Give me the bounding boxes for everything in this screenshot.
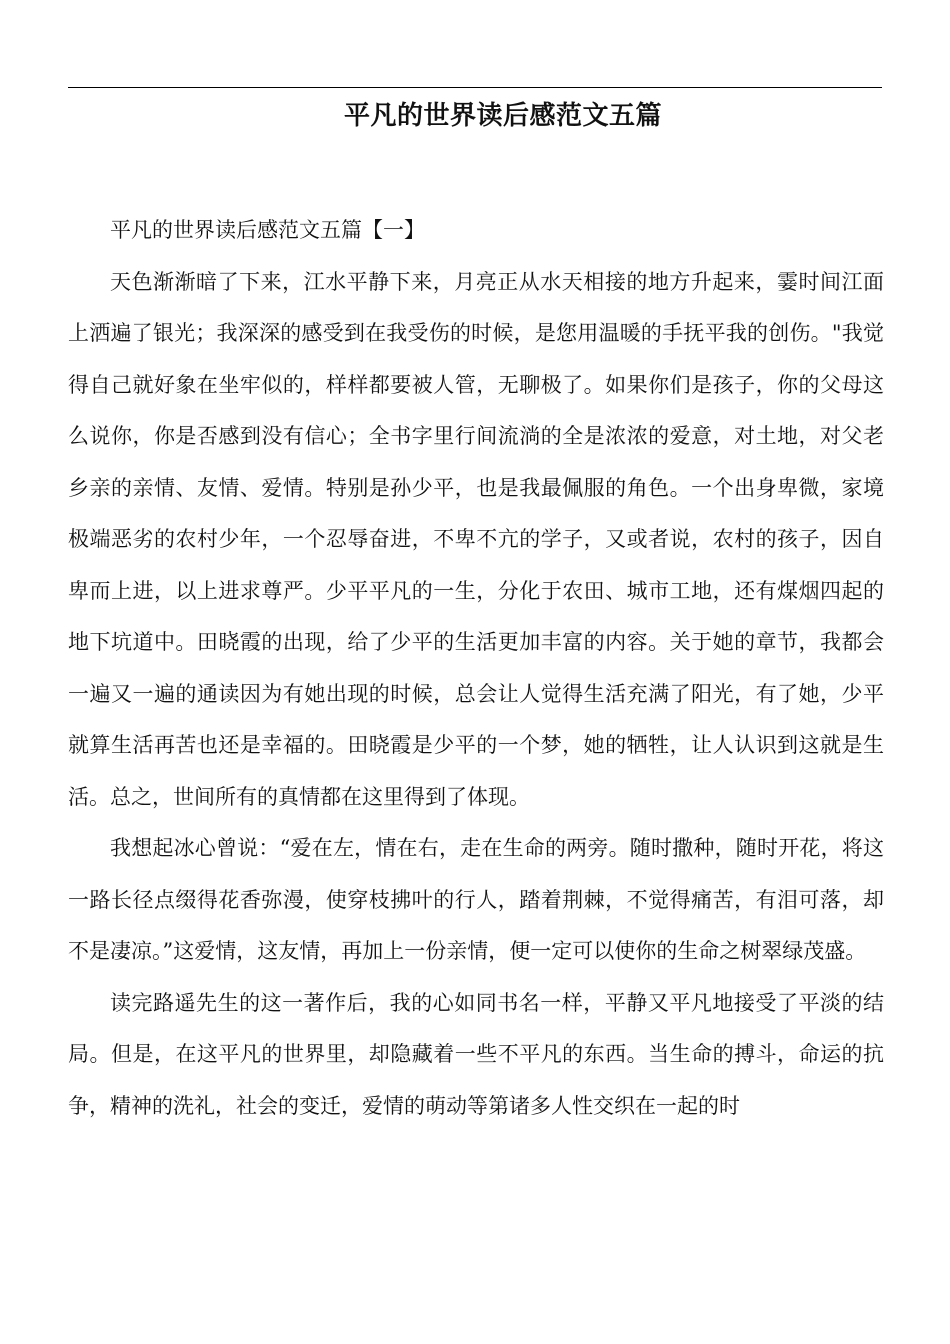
header-rule (68, 87, 882, 88)
paragraph-1: 天色渐渐暗了下来，江水平静下来，月亮正从水天相接的地方升起来，霎时间江面上洒遍了银光；我深深的感受到在我受伤的时候，是您用温暖的手抚平我的创伤。"我觉得自己就好象在坐牢似的，样样都要被人管，无聊极了。如果你们是孩子，你的父母这么说你，你是否感到没有信心；全书字里行间流淌的全是浓浓的爱意，对土地，对父老乡亲的亲情、友情、爱情。特别是孙少平，也是我最佩服的角色。一个出身卑微，家境极端恶劣的农村少年，一个忍辱奋进，不卑不亢的学子，又或者说，农村的孩子，因自卑而上进，以上进求尊严。少平平凡的一生，分化于农田、城市工地，还有煤烟四起的地下坑道中。田晓霞的出现，给了少平的生活更加丰富的内容。关于她的章节，我都会一遍又一遍的通读因为有她出现的时候，总会让人觉得生活充满了阳光，有了她，少平就算生活再苦也还是幸福的。田晓霞是少平的一个梦，她的牺牲，让人认识到这就是生活。总之，世间所有的真情都在这里得到了体现。 (68, 269, 884, 809)
section-heading: 平凡的世界读后感范文五篇【一】 (110, 218, 425, 242)
paragraph-3: 读完路遥先生的这一著作后，我的心如同书名一样，平静又平凡地接受了平淡的结局。但是，在这平凡的世界里，却隐藏着一些不平凡的东西。当生命的搏斗，命运的抗争，精神的洗礼，社会的变迁，爱情的萌动等第诸多人性交织在一起的时 (68, 990, 884, 1118)
document-body (68, 205, 884, 1132)
document-title: 平凡的世界读后感范文五篇 (343, 101, 662, 131)
paragraph-2: 我想起冰心曾说：“爱在左，情在右，走在生命的两旁。随时撒种，随时开花，将这一路长径点缀得花香弥漫，使穿枝拂叶的行人，踏着荆棘，不觉得痛苦，有泪可落，却不是凄凉。”这爱情，这友情，再加上一份亲情，便一定可以使你的生命之树翠绿茂盛。 (68, 836, 884, 963)
